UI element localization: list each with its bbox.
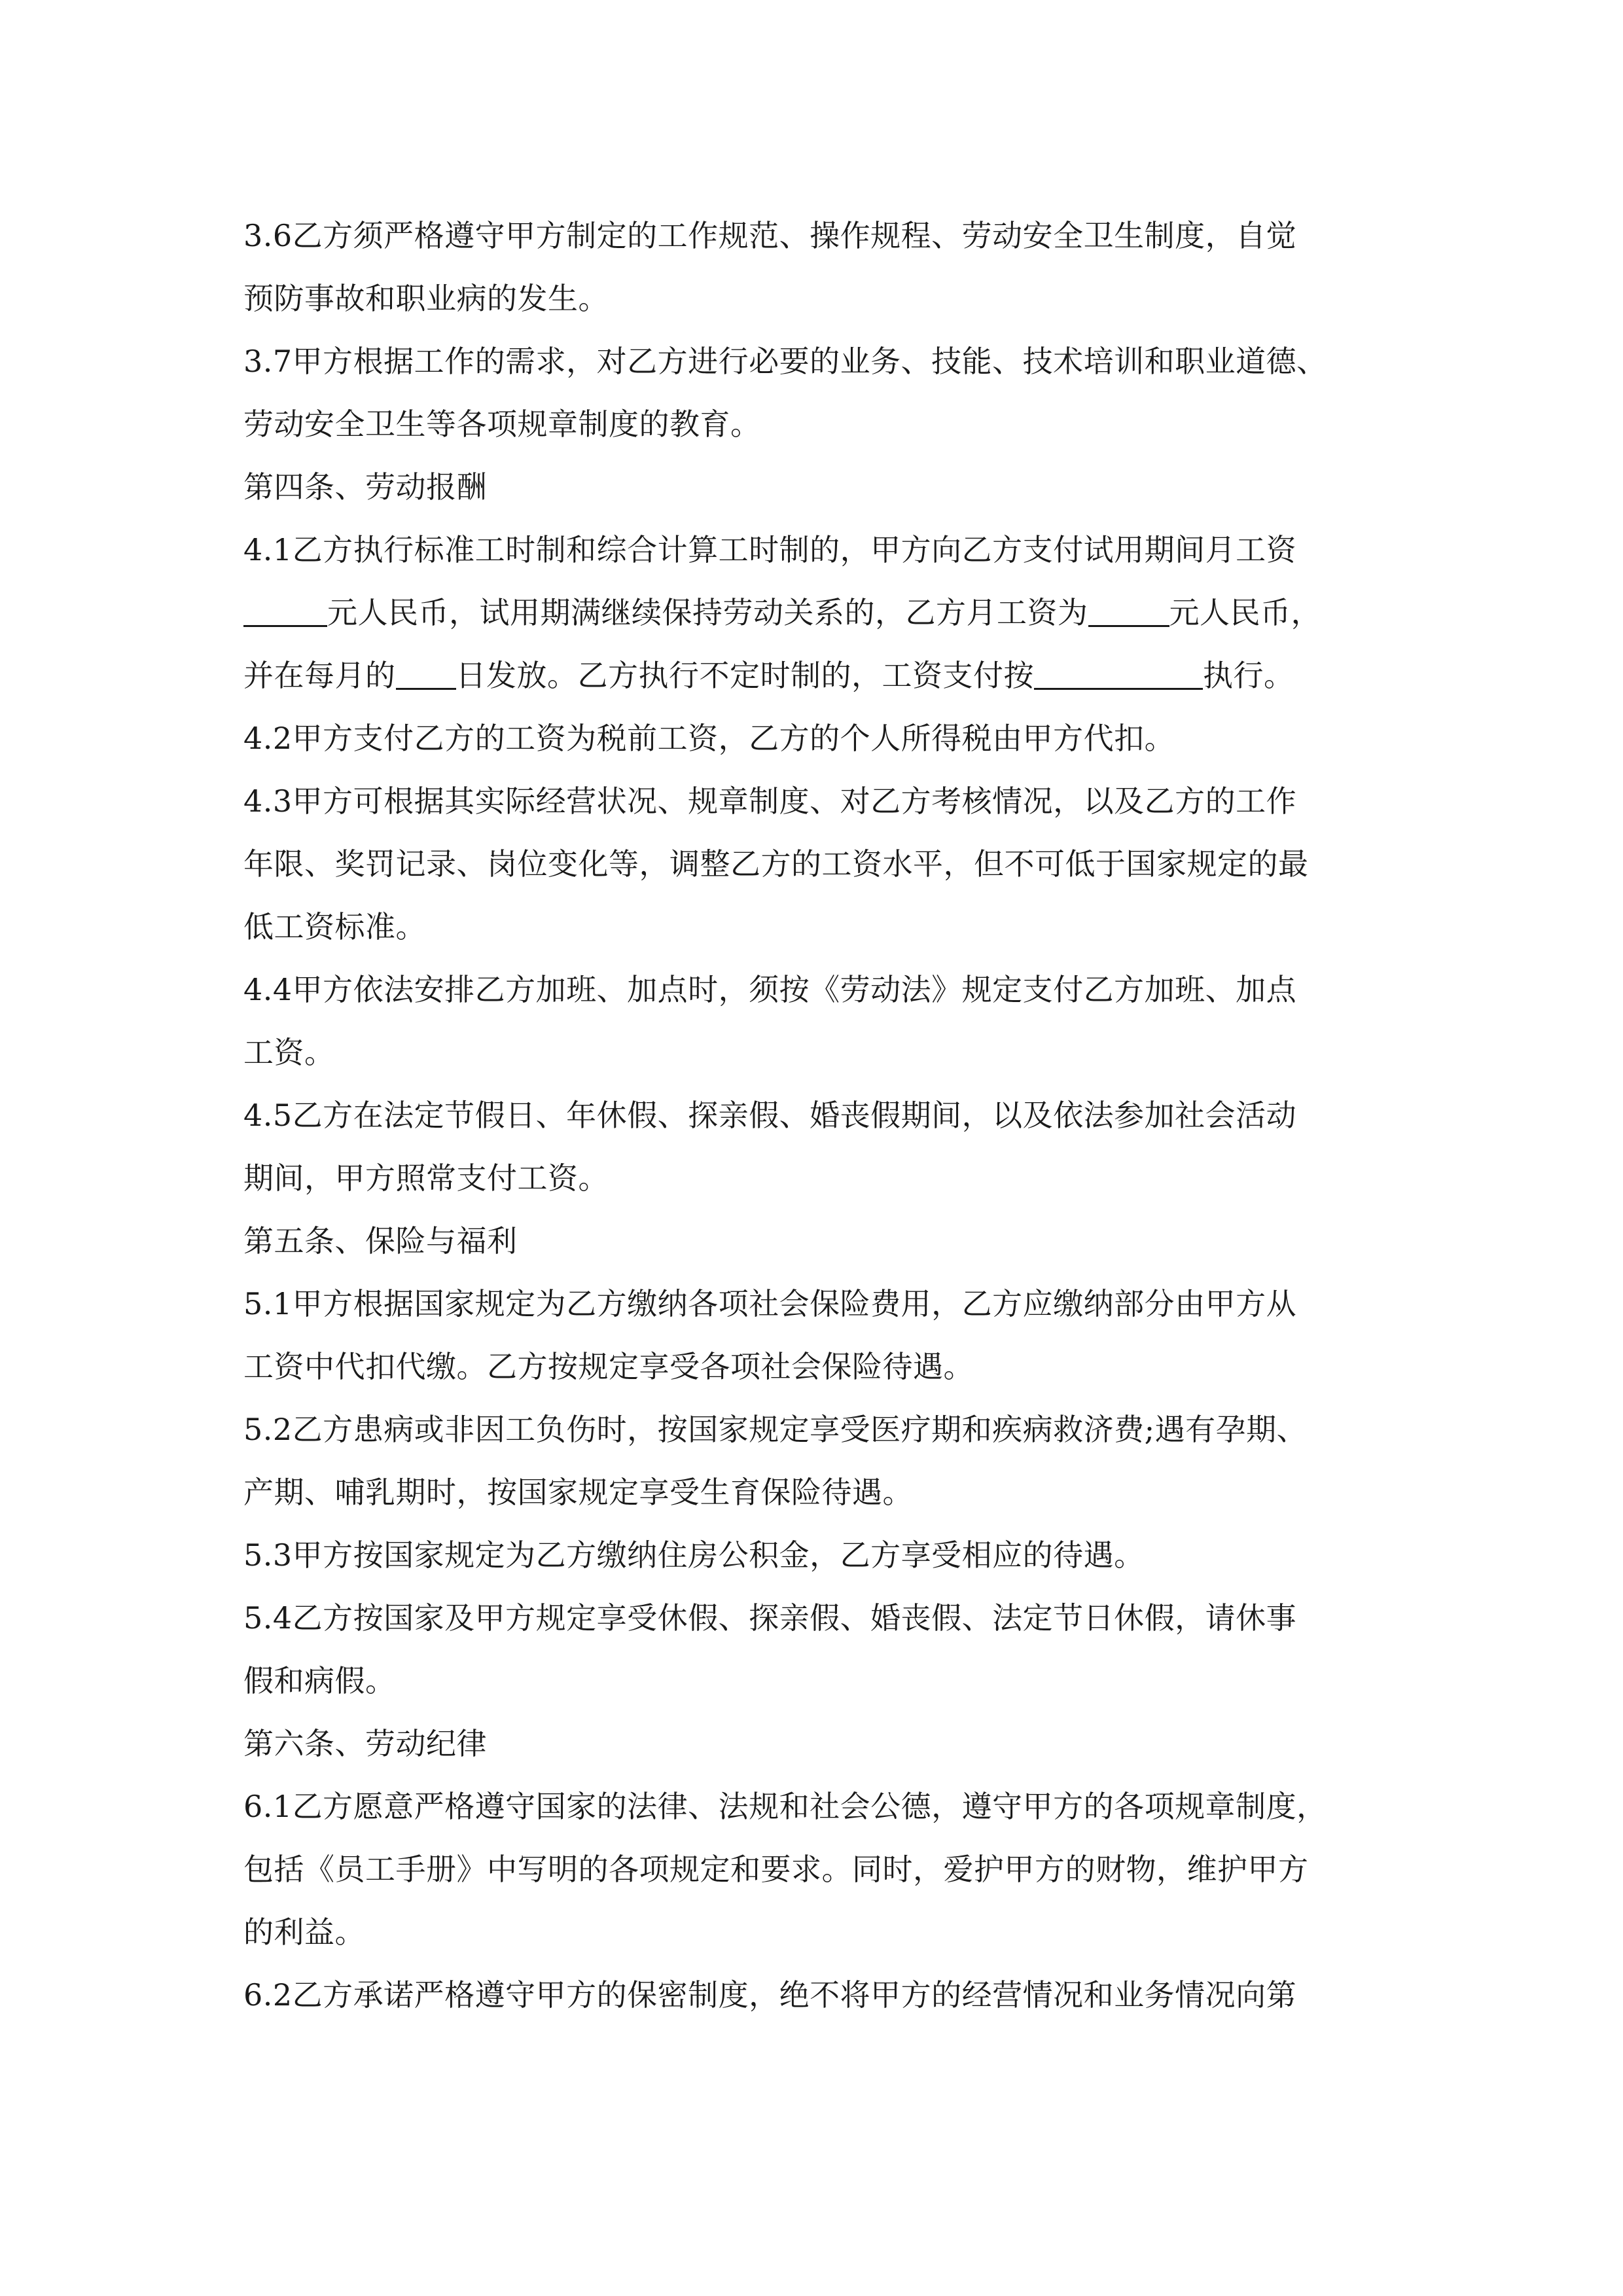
blank-trial-salary[interactable] [243, 591, 327, 627]
section-5-heading: 第五条、保险与福利 [243, 1223, 518, 1259]
clause-4-1-line-1: 4.1乙方执行标准工时制和综合计算工时制的，甲方向乙方支付试用期间月工资 [243, 532, 1297, 567]
blank-pay-method[interactable] [1034, 654, 1203, 690]
clause-4-1-text-d: 日发放。乙方执行不定时制的，工资支付按 [455, 658, 1034, 693]
clause-4-3-line-1: 4.3甲方可根据其实际经营状况、规章制度、对乙方考核情况，以及乙方的工作 [243, 783, 1297, 819]
clause-5-3: 5.3甲方按国家规定为乙方缴纳住房公积金，乙方享受相应的待遇。 [243, 1537, 1145, 1573]
clause-4-4-line-2: 工资。 [243, 1035, 335, 1070]
clause-4-3-line-3: 低工资标准。 [243, 909, 426, 944]
clause-4-1-text-e: 执行。 [1203, 658, 1294, 693]
clause-6-1-line-1: 6.1乙方愿意严格遵守国家的法律、法规和社会公德，遵守甲方的各项规章制度， [243, 1789, 1327, 1824]
clause-4-4-line-1: 4.4甲方依法安排乙方加班、加点时，须按《劳动法》规定支付乙方加班、加点 [243, 972, 1297, 1007]
clause-4-3-line-2: 年限、奖罚记录、岗位变化等，调整乙方的工资水平，但不可低于国家规定的最 [243, 846, 1309, 882]
clause-6-1-line-2: 包括《员工手册》中写明的各项规定和要求。同时，爱护甲方的财物，维护甲方 [243, 1852, 1309, 1887]
clause-5-2-line-1: 5.2乙方患病或非因工负伤时，按国家规定享受医疗期和疾病救济费;遇有孕期、 [243, 1412, 1308, 1447]
clause-5-4-line-1: 5.4乙方按国家及甲方规定享受休假、探亲假、婚丧假、法定节日休假，请休事 [243, 1600, 1297, 1636]
clause-3-6-line-2: 预防事故和职业病的发生。 [243, 281, 609, 316]
clause-5-2-line-2: 产期、哺乳期时，按国家规定享受生育保险待遇。 [243, 1475, 913, 1510]
clause-4-1-text-a: 元人民币，试用期满继续保持劳动关系的，乙方月工资为 [327, 595, 1088, 630]
clause-4-1-line-3 [243, 644, 1294, 707]
clause-3-6-line-1: 3.6乙方须严格遵守甲方制定的工作规范、操作规程、劳动安全卫生制度，自觉 [243, 218, 1297, 253]
clause-4-1-text-c: 并在每月的 [243, 658, 396, 693]
clause-5-1-line-2: 工资中代扣代缴。乙方按规定享受各项社会保险待遇。 [243, 1349, 974, 1384]
section-6-heading: 第六条、劳动纪律 [243, 1726, 487, 1761]
clause-4-1-text-b: 元人民币， [1169, 595, 1321, 630]
clause-5-4-line-2: 假和病假。 [243, 1663, 396, 1698]
clause-4-2: 4.2甲方支付乙方的工资为税前工资，乙方的个人所得税由甲方代扣。 [243, 721, 1175, 756]
blank-pay-day[interactable] [396, 654, 456, 690]
blank-monthly-salary[interactable] [1088, 591, 1169, 627]
clause-3-7-line-1: 3.7甲方根据工作的需求，对乙方进行必要的业务、技能、技术培训和职业道德、 [243, 344, 1327, 379]
clause-3-7-line-2: 劳动安全卫生等各项规章制度的教育。 [243, 406, 761, 442]
clause-5-1-line-1: 5.1甲方根据国家规定为乙方缴纳各项社会保险费用，乙方应缴纳部分由甲方从 [243, 1286, 1297, 1321]
section-4-heading: 第四条、劳动报酬 [243, 469, 487, 505]
clause-6-2-line-1: 6.2乙方承诺严格遵守甲方的保密制度，绝不将甲方的经营情况和业务情况向第 [243, 1977, 1297, 2013]
clause-4-5-line-2: 期间，甲方照常支付工资。 [243, 1160, 609, 1196]
clause-6-1-line-3: 的利益。 [243, 1914, 365, 1950]
clause-4-5-line-1: 4.5乙方在法定节假日、年休假、探亲假、婚丧假期间，以及依法参加社会活动 [243, 1098, 1297, 1133]
clause-4-1-line-2 [243, 581, 1321, 644]
